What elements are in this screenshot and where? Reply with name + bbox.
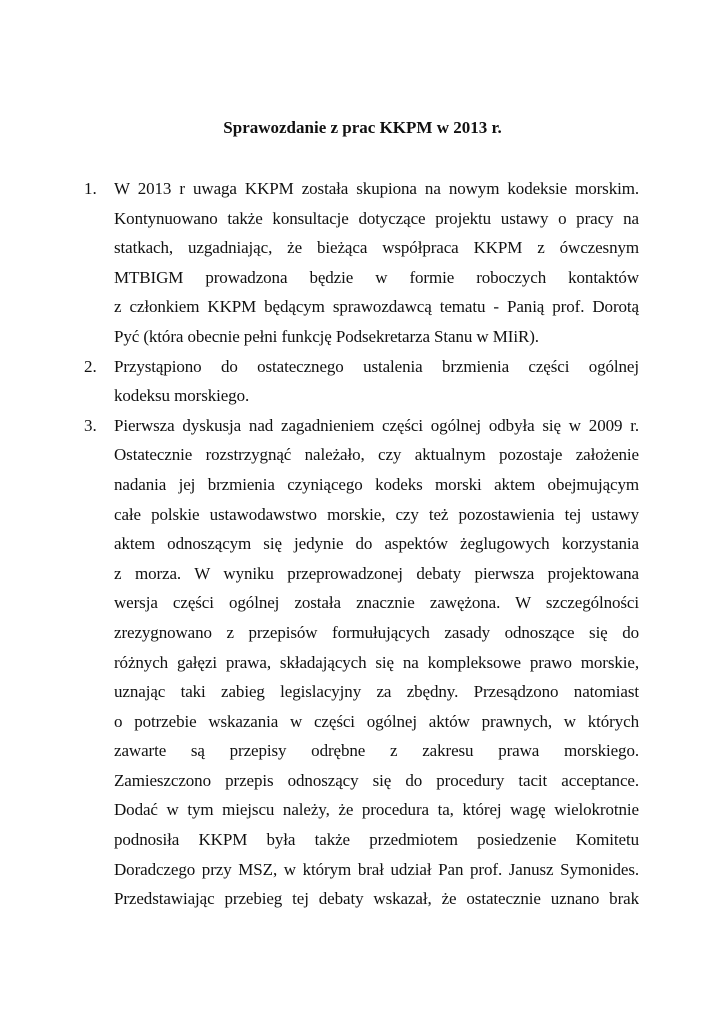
paragraph-line: Pierwsza dyskusja nad zagadnieniem części ogólnej odbyła się w 2009 r. — [114, 415, 639, 435]
paragraph-line: uznając taki zabieg legislacyjny za zbędny. Przesądzono natomiast — [114, 682, 639, 702]
paragraph-line: różnych gałęzi prawa, składających się na kompleksowe prawo morskie, — [114, 652, 639, 672]
list-item — [84, 174, 639, 352]
paragraph-line: aktem odnoszącym się jedynie do aspektów żeglugowych korzystania — [114, 534, 639, 554]
paragraph-line: Doradczego przy MSZ, w którym brał udział Pan prof. Janusz Symonides. — [114, 859, 639, 879]
paragraph-line: Kontynuowano także konsultacje dotyczące projektu ustawy o pracy na — [114, 208, 639, 228]
paragraph-line: z członkiem KKPM będącym sprawozdawcą tematu - Panią prof. Dorotą — [114, 297, 639, 317]
paragraph-line: całe polskie ustawodawstwo morskie, czy też pozostawienia tej ustawy — [114, 504, 639, 524]
paragraph-line: Zamieszczono przepis odnoszący się do procedury tacit acceptance. — [114, 770, 639, 790]
paragraph-line: z morza. W wyniku przeprowadzonej debaty pierwsza projektowana — [114, 563, 639, 583]
paragraph-line: Pyć (która obecnie pełni funkcję Podsekretarza Stanu w MIiR). — [114, 326, 539, 346]
paragraph-line: wersja części ogólnej została znacznie zawężona. W szczególności — [114, 593, 639, 613]
paragraph-line: MTBIGM prowadzona będzie w formie roboczych kontaktów — [114, 267, 639, 287]
paragraph-line: o potrzebie wskazania w części ogólnej aktów prawnych, w których — [114, 711, 639, 731]
numbered-list — [84, 174, 639, 914]
paragraph-line: statkach, uzgadniając, że bieżąca współpraca KKPM z ówczesnym — [114, 238, 639, 258]
list-item — [84, 411, 639, 914]
paragraph-line: Przystąpiono do ostatecznego ustalenia brzmienia części ogólnej — [114, 356, 639, 376]
list-item-number: 1. — [84, 179, 97, 198]
paragraph-line: Dodać w tym miejscu należy, że procedura ta, której wagę wielokrotnie — [114, 800, 639, 820]
paragraph-line: kodeksu morskiego. — [114, 386, 250, 406]
paragraph-line: Przedstawiając przebieg tej debaty wskazał, że ostatecznie uznano brak — [114, 889, 639, 909]
paragraph-line: zrezygnowano z przepisów formułujących zasady odnoszące się do — [114, 622, 639, 642]
paragraph-line: zawarte są przepisy odrębne z zakresu prawa morskiego. — [114, 741, 639, 761]
list-item-number: 3. — [84, 415, 97, 435]
document-title: Sprawozdanie z prac KKPM w 2013 r. — [223, 118, 502, 137]
paragraph-line: W 2013 r uwaga KKPM została skupiona na nowym kodeksie morskim. — [114, 179, 639, 198]
paragraph-line: Ostatecznie rozstrzygnąć należało, czy aktualnym pozostaje założenie — [114, 445, 639, 465]
paragraph-line: podnosiła KKPM była także przedmiotem posiedzenie Komitetu — [114, 830, 639, 850]
list-item-number: 2. — [84, 356, 97, 376]
list-item — [84, 352, 639, 411]
paragraph-line: nadania jej brzmienia czyniącego kodeks morski aktem obejmującym — [114, 474, 639, 494]
